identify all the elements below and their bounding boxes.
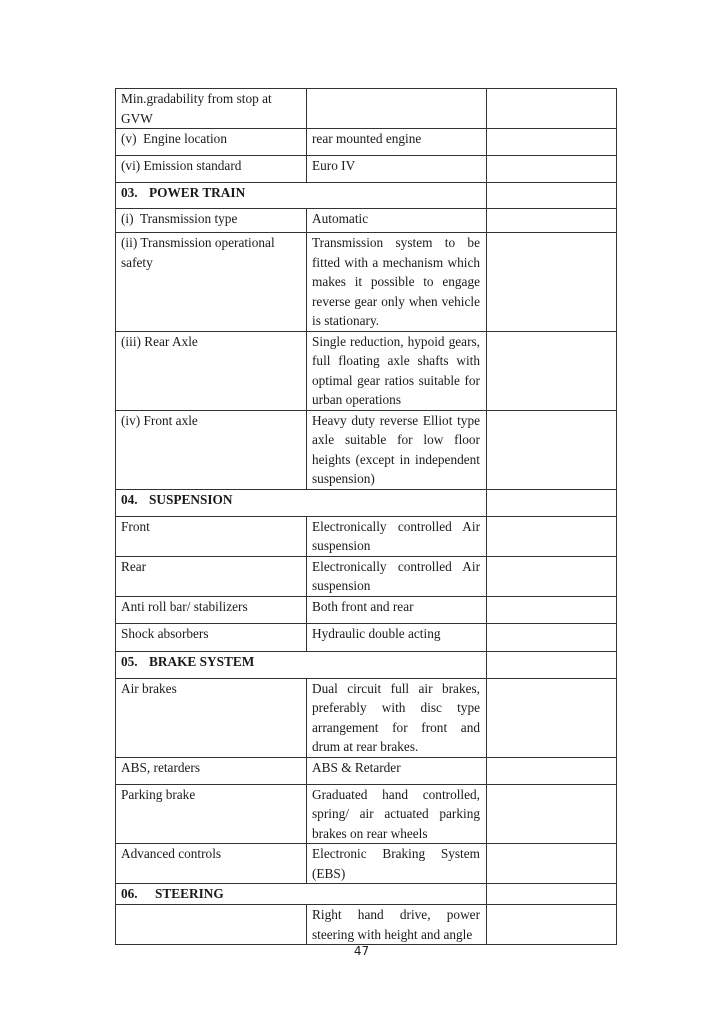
table-row: [116, 129, 617, 156]
row-remark: [487, 516, 617, 556]
section-title: STEERING: [155, 886, 224, 901]
section-heading: [116, 651, 487, 678]
table-row: [116, 410, 617, 489]
row-remark: [487, 844, 617, 884]
section-header-row: [116, 884, 617, 905]
row-remark: [487, 596, 617, 623]
row-spec: Dual circuit full air brakes, preferably with disc type arrangement for front and drum at rear brakes.: [307, 678, 487, 757]
row-label: (ii) Transmission operational safety: [116, 233, 307, 332]
table-row: [116, 784, 617, 844]
row-spec: Hydraulic double acting: [307, 623, 487, 651]
row-spec: ABS & Retarder: [307, 757, 487, 784]
row-spec: Single reduction, hypoid gears, full floating axle shafts with optimal gear ratios suitable for urban operations: [307, 331, 487, 410]
row-remark: [487, 183, 617, 209]
section-header-row: [116, 183, 617, 209]
section-number: 04.: [121, 491, 138, 507]
row-label: (i) Transmission type: [116, 209, 307, 233]
specification-table: [115, 88, 617, 945]
table-row: [116, 623, 617, 651]
section-number: 03.: [121, 185, 138, 200]
row-remark: [487, 489, 617, 516]
row-spec: Right hand drive, power steering with height and angle: [307, 905, 487, 945]
row-remark: [487, 156, 617, 183]
table-row: [116, 233, 617, 332]
row-remark: [487, 784, 617, 844]
table-row: [116, 516, 617, 556]
row-remark: [487, 884, 617, 905]
row-label: [116, 905, 307, 945]
row-spec: Electronic Braking System (EBS): [307, 844, 487, 884]
row-label: (iv) Front axle: [116, 410, 307, 489]
row-spec: Automatic: [307, 209, 487, 233]
row-label: Min.gradability from stop at GVW: [116, 89, 307, 129]
section-heading: [116, 884, 487, 905]
row-remark: [487, 678, 617, 757]
row-spec: Electronically controlled Air suspension: [307, 556, 487, 596]
section-heading: [116, 183, 487, 209]
page-number: 47: [353, 944, 370, 958]
row-label: ABS, retarders: [116, 757, 307, 784]
row-remark: [487, 623, 617, 651]
section-number: 06.: [121, 886, 138, 901]
row-remark: [487, 129, 617, 156]
row-spec: Both front and rear: [307, 596, 487, 623]
row-label: (vi) Emission standard: [116, 156, 307, 183]
row-label: Rear: [116, 556, 307, 596]
table-row: [116, 905, 617, 945]
row-remark: [487, 757, 617, 784]
table-row: [116, 209, 617, 233]
row-spec: Heavy duty reverse Elliot type axle suitable for low floor heights (except in independent suspension): [307, 410, 487, 489]
table-row: [116, 678, 617, 757]
section-title: SUSPENSION: [149, 491, 233, 507]
row-label: (iii) Rear Axle: [116, 331, 307, 410]
row-spec: Electronically controlled Air suspension: [307, 516, 487, 556]
table-row: [116, 156, 617, 183]
table-row: [116, 89, 617, 129]
table-row: [116, 331, 617, 410]
row-remark: [487, 331, 617, 410]
row-remark: [487, 233, 617, 332]
row-label: Shock absorbers: [116, 623, 307, 651]
row-spec: Graduated hand controlled, spring/ air actuated parking brakes on rear wheels: [307, 784, 487, 844]
row-label: Air brakes: [116, 678, 307, 757]
row-label: Anti roll bar/ stabilizers: [116, 596, 307, 623]
row-label: Parking brake: [116, 784, 307, 844]
row-remark: [487, 905, 617, 945]
table-row: [116, 844, 617, 884]
row-label: Front: [116, 516, 307, 556]
row-remark: [487, 89, 617, 129]
row-spec: [307, 89, 487, 129]
table-row: [116, 596, 617, 623]
row-label: Advanced controls: [116, 844, 307, 884]
row-label: (v) Engine location: [116, 129, 307, 156]
section-number: 05.: [121, 653, 138, 669]
row-remark: [487, 209, 617, 233]
row-remark: [487, 410, 617, 489]
row-spec: Euro IV: [307, 156, 487, 183]
table-row: [116, 757, 617, 784]
section-title: POWER TRAIN: [149, 185, 246, 200]
section-heading: [116, 489, 487, 516]
row-remark: [487, 556, 617, 596]
section-title: BRAKE SYSTEM: [149, 653, 255, 669]
table-row: [116, 556, 617, 596]
row-remark: [487, 651, 617, 678]
row-spec: rear mounted engine: [307, 129, 487, 156]
row-spec: Transmission system to be fitted with a mechanism which makes it possible to engage reverse gear only when vehicle is stationary.: [307, 233, 487, 332]
section-header-row: [116, 489, 617, 516]
section-header-row: [116, 651, 617, 678]
